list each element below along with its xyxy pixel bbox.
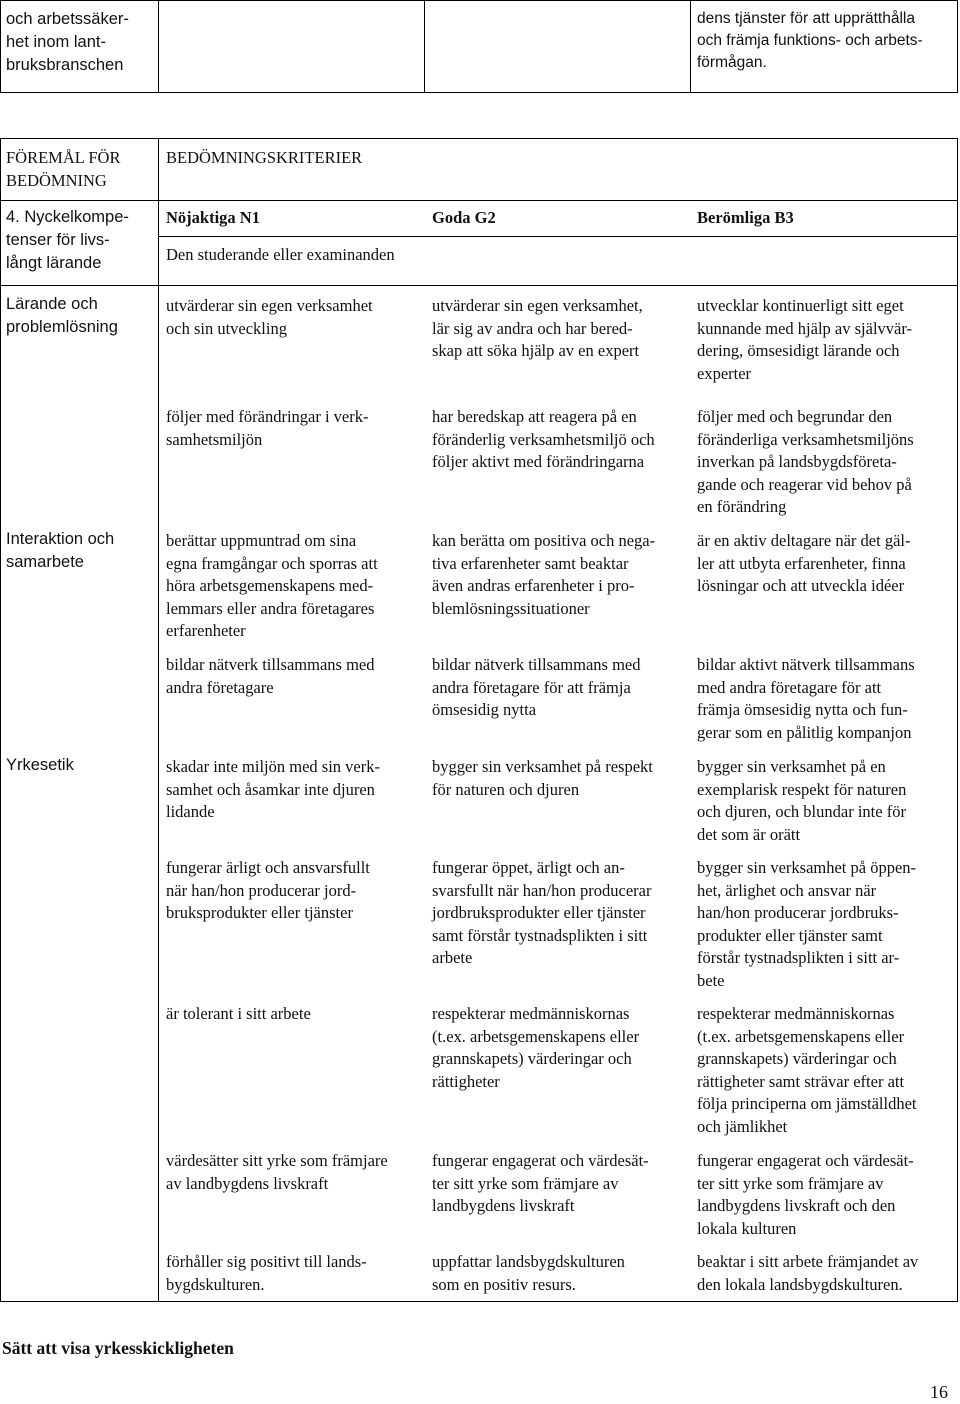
criterion-n1: fungerar ärligt och ansvarsfullt när han/hon producerar jord- bruksprodukter eller tjänster [166,858,370,922]
criterion-n1: värdesätter sitt yrke som främjare av landbygdens livskraft [166,1151,388,1193]
criterion-b3: är en aktiv deltagare när det gäl- ler att utbyta erfarenheter, finna lösningar och att utveckla idéer [697,531,911,595]
criterion-g2: respekterar medmänniskornas (t.ex. arbetsgemenskapens eller grannskapets) värderingar och rättigheter [432,1004,640,1091]
subject-header: 4. Nyckelkompe- tenser för livs- långt lärande [6,208,129,272]
criterion-n1: berättar uppmuntrad om sina egna framgångar och sporras att höra arbetsgemenskapens med- lemmars eller andra företagares erfarenheter [166,531,378,640]
criterion-g2: uppfattar landsbygdskulturen som en positiv resurs. [432,1252,625,1294]
subject-cell-top: och arbetssäker- het inom lant- bruksbranschen [6,10,129,74]
criterion-g2: fungerar öppet, ärligt och an- svarsfullt när han/hon producerar jordbruksprodukter eller tjänster samt förstår tystnadsplikten i sitt arbete [432,858,652,967]
criterion-g2: bildar nätverk tillsammans med andra företagare för att främja ömsesidig nytta [432,655,641,719]
section-larande: Lärande och problemlösning [6,295,118,336]
criterion-b3: utvecklar kontinuerligt sitt eget kunnande med hjälp av självvär- dering, ömsesidigt lärande och experter [697,296,913,383]
criterion-b3: bygger sin verksamhet på en exemplarisk respekt för naturen och djuren, och blundar inte för det som är orätt [697,757,907,844]
criterion-n1: utvärderar sin egen verksamhet och sin utveckling [166,296,373,338]
n1-header: Nöjaktiga N1 [166,208,260,227]
foremal-header: FÖREMÅL FÖR BEDÖMNING [6,148,121,190]
studerande-label: Den studerande eller examinanden [166,245,395,264]
criterion-b3: fungerar engagerat och värdesät- ter sitt yrke som främjare av landbygdens livskraft och den lokala kulturen [697,1151,914,1238]
criterion-g2: bygger sin verksamhet på respekt för naturen och djuren [432,757,653,799]
criterion-b3: beaktar i sitt arbete främjandet av den lokala landsbygdskulturen. [697,1252,919,1294]
criterion-b3: följer med och begrundar den föränderliga verksamhetsmiljöns inverkan på landsbygdsföreta- gande och reagerar vid behov på en förändring [697,407,914,516]
criterion-g2: kan berätta om positiva och nega- tiva erfarenheter samt beaktar även andras erfarenheter i pro- blemlösningssituationer [432,531,656,618]
criterion-b3: bygger sin verksamhet på öppen- het, ärlighet och ansvar när han/hon producerar jordbruks- produkter eller tjänster samt förstår tystnadsplikten i sitt ar- bete [697,858,917,990]
criterion-b3: respekterar medmänniskornas (t.ex. arbetsgemenskapens eller grannskapets) värderingar och rättigheter samt strävar efter att följa principerna om jämställdhet och jämlikhet [697,1004,917,1136]
criterion-n1: är tolerant i sitt arbete [166,1004,311,1023]
criterion-n1: skadar inte miljön med sin verk- samhet och åsamkar inte djuren lidande [166,757,380,821]
criterion-n1: bildar nätverk tillsammans med andra företagare [166,655,375,697]
criterion-n1: följer med förändringar i verk- samhetsmiljön [166,407,369,449]
b3-cell-top: dens tjänster för att upprätthålla och främja funktions- och arbets- förmågan. [697,10,923,71]
g2-header: Goda G2 [432,208,496,227]
criterion-g2: utvärderar sin egen verksamhet, lär sig av andra och har bered- skap att söka hjälp av en expert [432,296,643,360]
section-interaktion: Interaktion och samarbete [6,530,115,571]
criterion-g2: har beredskap att reagera på en föränderlig verksamhetsmiljö och följer aktivt med förändringarna [432,407,655,471]
criterion-n1: förhåller sig positivt till lands- bygdskulturen. [166,1252,367,1294]
section-yrkesetik: Yrkesetik [6,756,74,774]
kriterier-header: BEDÖMNINGSKRITERIER [166,148,363,167]
criterion-b3: bildar aktivt nätverk tillsammans med andra företagare för att främja ömsesidig nytta och fun- gerar som en pålitlig kompanjon [697,655,915,742]
b3-header: Berömliga B3 [697,208,794,227]
page-number: 16 [930,1382,948,1402]
criterion-g2: fungerar engagerat och värdesät- ter sitt yrke som främjare av landbygdens livskraft [432,1151,649,1215]
section-heading: Sätt att visa yrkesskickligheten [2,1338,234,1358]
